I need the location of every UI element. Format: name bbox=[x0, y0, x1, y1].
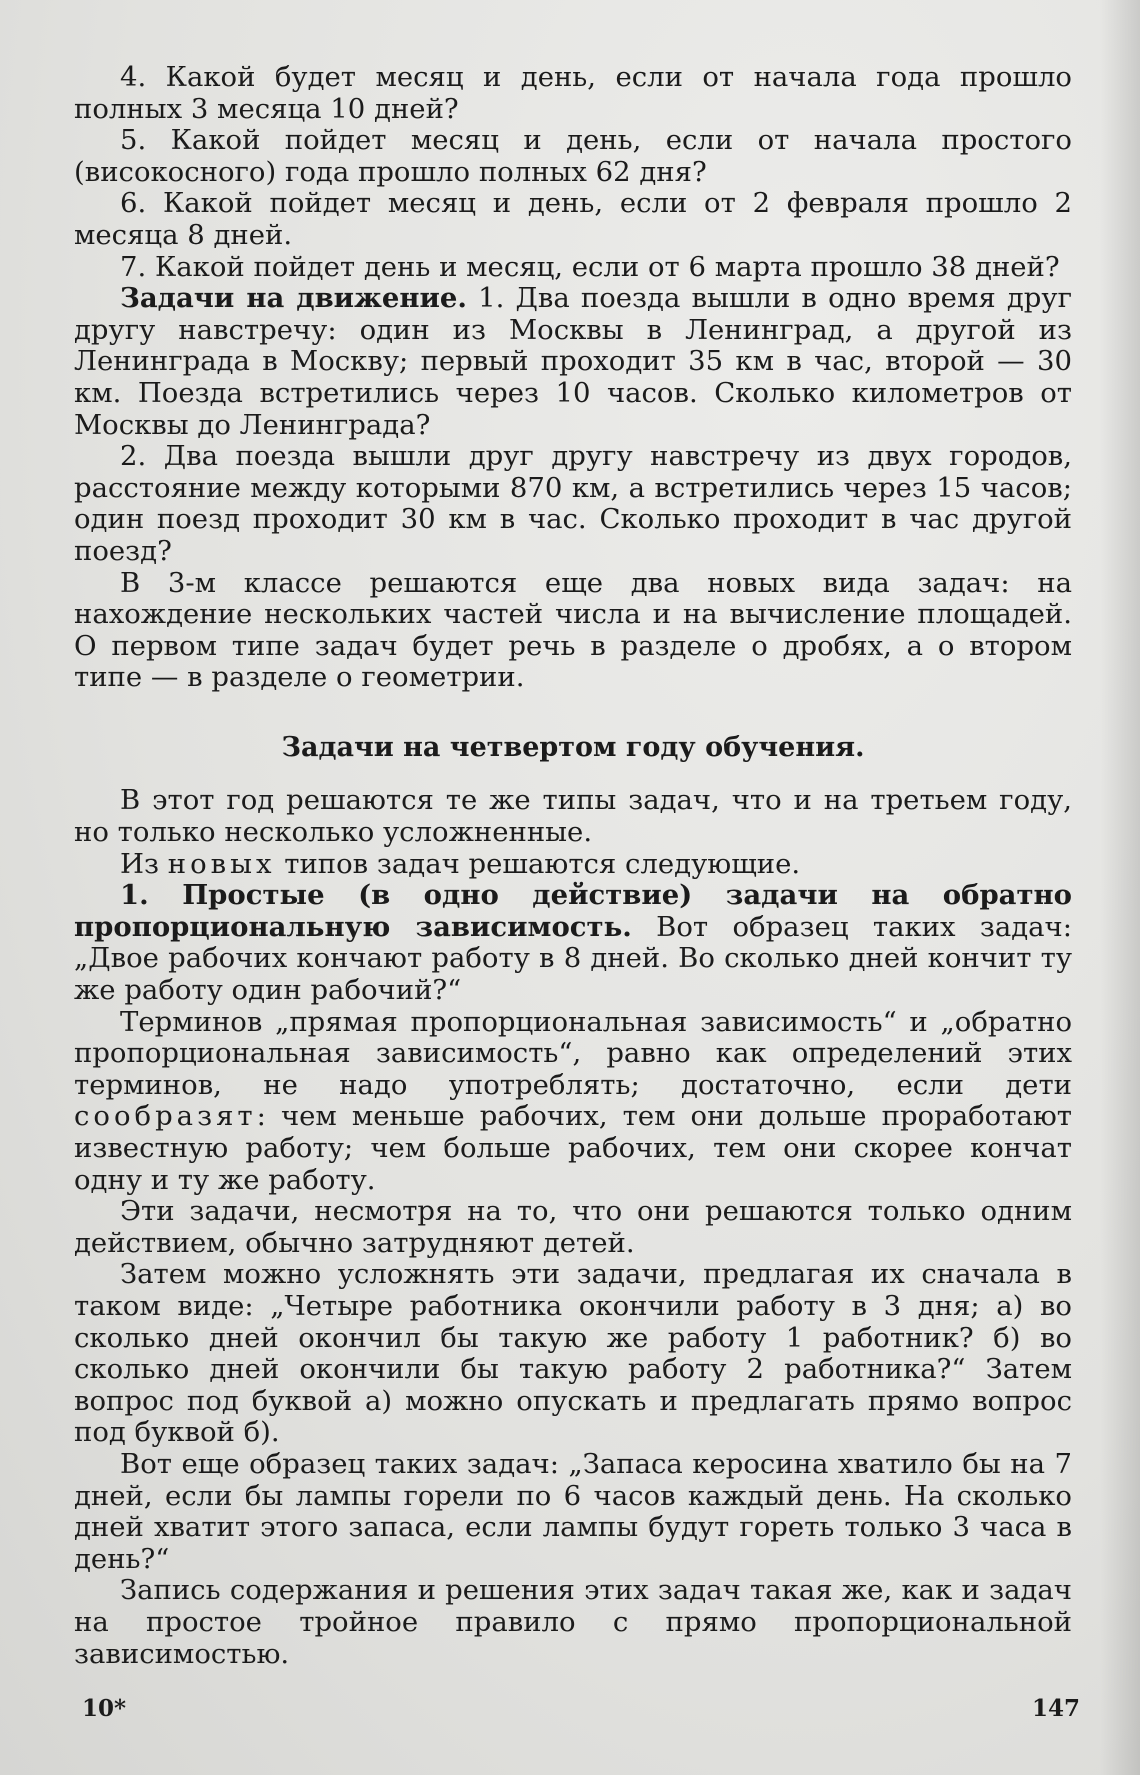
inverse-proportion-text: Вот образец таких задач: „Двое рабочих кончают работу в 8 дней. Во сколько дней кончит ту же работу один рабочий?“ bbox=[74, 910, 1072, 1007]
page-edge-shadow bbox=[1100, 0, 1140, 1775]
paragraph-new-types bbox=[74, 849, 1072, 881]
paragraph-problem-7: 7. Какой пойдет день и месяц, если от 6 марта прошло 38 дней? bbox=[120, 250, 1060, 283]
paragraph-third-class-note: В 3-м классе решаются еще два новых вида задач: на нахождение нескольких частей числа и на вычисление площадей. О первом типе задач будет речь в разделе о дробях, а о втором типе — в разделе о геометрии. bbox=[74, 566, 1072, 694]
paragraph-problem-4: 4. Какой будет месяц и день, если от начала года прошло полных 3 месяца 10 дней? bbox=[74, 61, 1072, 125]
paragraph-difficulty: Эти задачи, несмотря на то, что они решаются только одним действием, обычно затрудняют детей. bbox=[74, 1195, 1072, 1259]
paragraph-terms bbox=[74, 1007, 1072, 1197]
terms-emphasis: сообразят bbox=[74, 1100, 257, 1133]
new-types-prefix: Из bbox=[120, 847, 168, 880]
motion-problems-text: 1. Два поезда вышли в одно время друг другу навстречу: один из Москвы в Ленинград, а другой из Ленинграда в Москву; первый проходит 35 км в час, второй — 30 км. Поезда встретились через 10 часов. Сколько километров от Москвы до Ленинграда? bbox=[74, 282, 1072, 441]
paragraph-problem-6: 6. Какой пойдет месяц и день, если от 2 февраля прошло 2 месяца 8 дней. bbox=[74, 187, 1072, 251]
new-types-emphasis: новых bbox=[167, 847, 276, 880]
paragraph-motion-problems bbox=[74, 283, 1072, 441]
terms-text-a: Терминов „прямая пропорциональная зависимость“ и „обратно пропорциональная зависимость“, равно как определений этих терминов, не надо употреблять; достаточно, если дети bbox=[74, 1005, 1072, 1101]
page-body bbox=[74, 62, 1072, 1670]
terms-text-b: : чем меньше рабочих, тем они дольше проработают известную работу; чем больше рабочих, тем они скорее кончат одну и ту же работу. bbox=[74, 1100, 1072, 1196]
signature-mark: 10* bbox=[82, 1695, 127, 1722]
motion-problems-title: Задачи на движение. bbox=[120, 282, 467, 315]
paragraph-motion-problem-2: 2. Два поезда вышли друг другу навстречу из двух городов, расстояние между которыми 870 км, а встретились через 15 часов; один поезд проходит 30 км в час. Сколько проходит в час другой поезд? bbox=[74, 440, 1072, 567]
paragraph-complication: Затем можно усложнять эти задачи, предлагая их сначала в таком виде: „Четыре работника окончили работу в 3 дня; а) во сколько дней окончил бы такую же работу 1 работник? б) во сколько дней окончили бы такую работу 2 работника?“ Затем вопрос под буквой а) можно опускать и предлагать прямо вопрос под буквой б). bbox=[74, 1258, 1072, 1449]
paragraph-inverse-proportion bbox=[74, 880, 1072, 1006]
paragraph-kerosene-example: Вот еще образец таких задач: „Запаса керосина хватило бы на 7 дней, если бы лампы горели по 6 часов каждый день. На сколько дней хватит этого запаса, если лампы будут гореть только 3 часа в день?“ bbox=[74, 1447, 1072, 1575]
paragraph-problem-5: 5. Какой пойдет месяц и день, если от начала простого (високосного) года прошло полных 62 дня? bbox=[74, 124, 1072, 188]
paragraph-fourth-year-intro: В этот год решаются те же типы задач, что и на третьем году, но только несколько усложненные. bbox=[74, 784, 1072, 849]
page-number: 147 bbox=[1031, 1695, 1080, 1722]
inverse-proportion-title: 1. Простые (в одно действие) задачи на обратно пропорциональную зависимость. bbox=[74, 879, 1072, 943]
new-types-suffix: типов задач решаются следующие. bbox=[275, 847, 801, 880]
paragraph-record-solution: Запись содержания и решения этих задач такая же, как и задач на простое тройное правило с прямо пропорциональной зависимостью. bbox=[74, 1574, 1072, 1670]
section-heading: Задачи на четвертом году обучения. bbox=[281, 731, 865, 763]
